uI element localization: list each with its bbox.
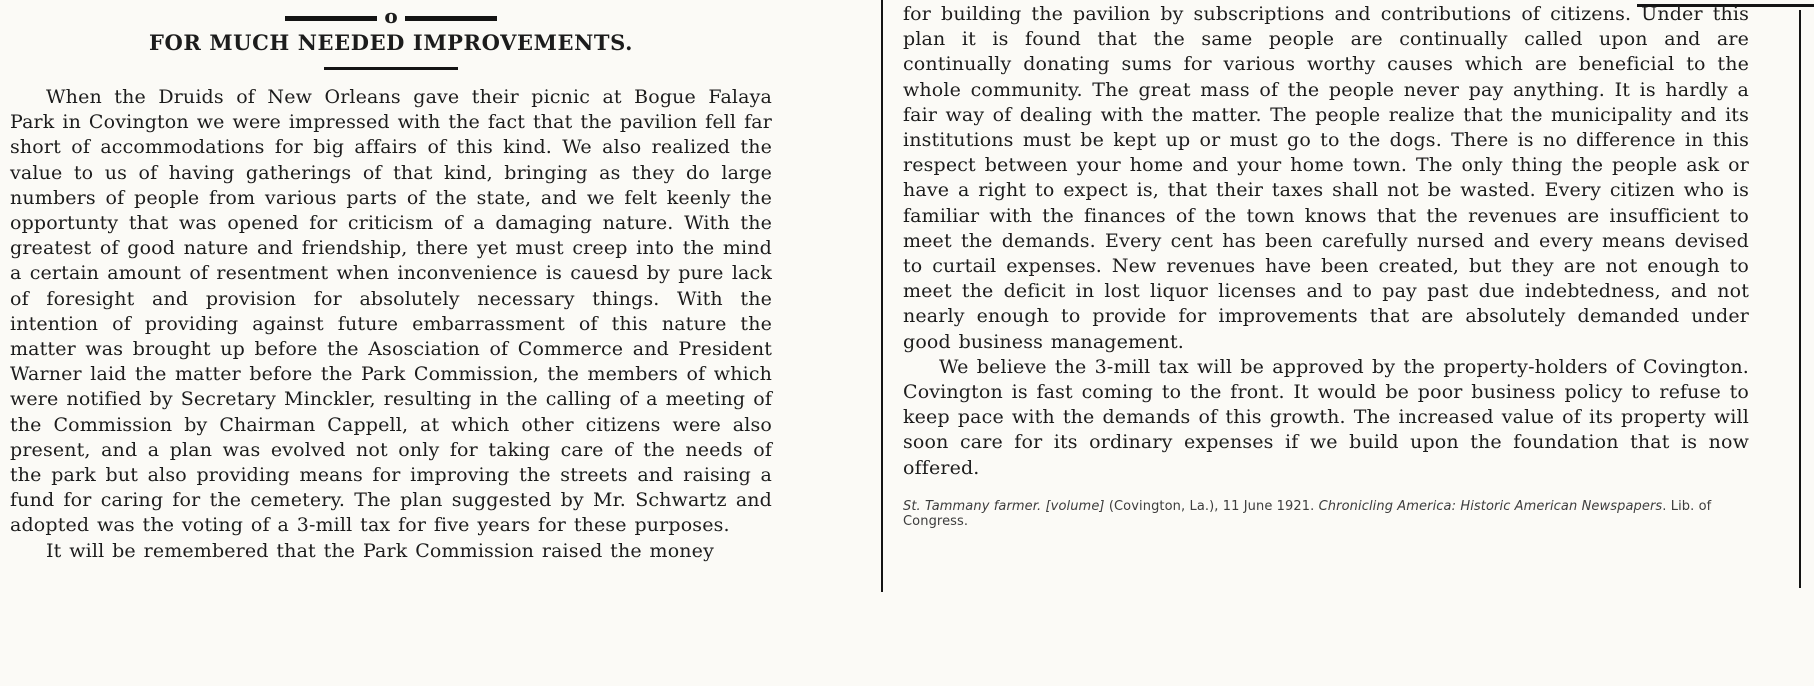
column-divider-rule [881,0,883,592]
citation-source: . Lib. of Congress. [903,498,1712,529]
citation-title: St. Tammany farmer. [volume] [903,498,1105,514]
article-paragraph: for building the pavilion by subscriptions and contributions of citizens. Under this plan it is found that the same people are continually called upon and are continually donating sums for various worthy causes which are beneficial to the whole community. The great mass of the people never pay anything. It is hardly a fair way of dealing with the matter. The people realize that the municipality and its institutions must be kept up or must go to the dogs. There is no difference in this respect between your home and your home town. The only thing the people ask or have a right to expect is, that their taxes shall not be wasted. Every citizen who is familiar with the finances of the town knows that the revenues are insufficient to meet the demands. Every cent has been carefully nursed and every means devised to curtail expenses. New revenues have been created, but they are not enough to meet the deficit in lost liquor licenses and to pay past due indebtedness, and not nearly enough to provide for improvements that are absolutely demanded under good business management. [903,3,1749,353]
article-paragraph: We believe the 3-mill tax will be approved by the property-holders of Covington. Covington is fast coming to the front. It would be poor business policy to refuse to keep pace with the demands of this growth. The increased value of its property will soon care for its ordinary expenses if we build upon the foundation that is now offered. [903,355,1749,479]
right-edge-scan-rule [1799,10,1801,588]
right-column [903,2,1749,529]
article-paragraph: When the Druids of New Orleans gave their picnic at Bogue Falaya Park in Covington we were impressed with the fact that the pavilion fell far short of accommodations for big affairs of this kind. We also realized the value to us of having gatherings of that kind, bringing as they do large numbers of people from various parts of the state, and we felt keenly the opportunty that was opened for criticism of a damaging nature. With the greatest of good nature and friendship, there yet must creep into the mind a certain amount of resentment when inconvenience is cauesd by pure lack of foresight and provision for absolutely necessary things. With the intention of providing against future embarrassment of this nature the matter was brought up before the Asosciation of Commerce and President Warner laid the matter before the Park Commission, the members of which were notified by Secretary Minckler, resulting in the calling of a meeting of the Commission by Chairman Cappell, at which other citizens were also present, and a plan was evolved not only for taking care of the needs of the park but also providing means for improving the streets and raising a fund for caring for the cemetery. The plan suggested by Mr. Schwartz and adopted was the voting of a 3-mill tax for five years for these purposes. [10,86,772,537]
ornament-o-glyph: o [384,4,398,28]
citation-location-date: (Covington, La.), 11 June 1921. [1104,498,1319,514]
ornament-bar-left [285,16,377,21]
section-divider-ornament [285,4,497,28]
article-headline: FOR MUCH NEEDED IMPROVEMENTS. [148,30,634,55]
citation-collection: Chronicling America: Historic American Newspapers [1318,498,1663,514]
citation-line [903,499,1749,529]
ornament-bar-right [405,16,497,21]
headline-rule [324,67,458,70]
left-column [10,4,772,564]
article-paragraph: It will be remembered that the Park Commission raised the money [46,539,714,562]
